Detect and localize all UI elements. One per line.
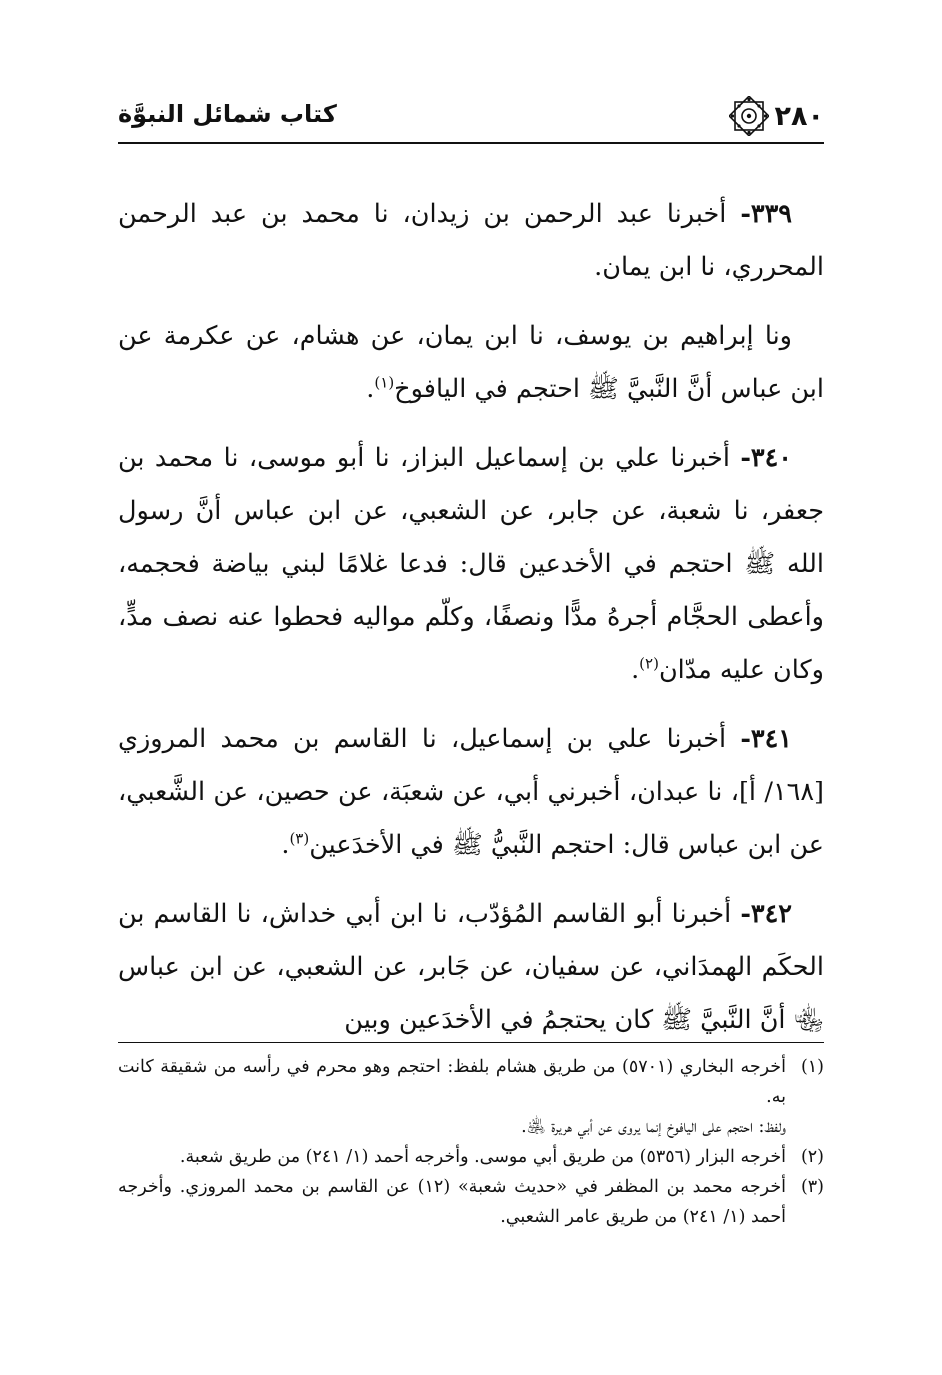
hadith-number: ٣٤٢- <box>740 899 792 929</box>
hadith-number: ٣٣٩- <box>740 199 792 229</box>
footnote-number: (١) <box>800 1057 824 1077</box>
hadith-text: أخبرنا أبو القاسم المُؤدّب، نا ابن أبي خداش، نا القاسم بن الحكَم الهمدَاني، عن سفيان، عن جَابر، عن الشعبي، عن ابن عباس ﵄ أنَّ النَّبيَّ ﷺ كان يحتجمُ في الأخدَعين وبين <box>118 899 824 1035</box>
page-number: ٢٨٠ <box>774 100 824 132</box>
footnote-number: (٢) <box>800 1147 824 1167</box>
hadith-number: ٣٤٠- <box>740 443 792 473</box>
footnote-line: أخرجه البزار (٥٣٥٦) من طريق أبي موسى. وأخرجه أحمد (١/ ٢٤١) من طريق شعبة. <box>179 1147 786 1167</box>
footnote-1 <box>118 1052 824 1142</box>
hadith-342 <box>118 888 824 1047</box>
footnote-line: أخرجه محمد بن المظفر في «حديث شعبة» (١٢) عن القاسم بن محمد المروزي. وأخرجه أحمد (١/ ٢٤١) من طريق عامر الشعبي. <box>118 1177 786 1227</box>
book-title: كتاب شمائل النبوَّة <box>118 100 337 128</box>
hadith-340 <box>118 432 824 697</box>
hadith-339 <box>118 188 824 294</box>
hadith-tail: . <box>366 374 375 404</box>
page-number-group <box>729 96 824 136</box>
footnotes <box>118 1052 824 1232</box>
footnote-2 <box>118 1142 824 1172</box>
footnote-body <box>118 1052 786 1142</box>
hadith-339-continuation <box>118 310 824 416</box>
hadith-text: أخبرنا عبد الرحمن بن زيدان، نا محمد بن عبد الرحمن المحرري، نا ابن يمان. <box>118 199 824 282</box>
footnote-ref-1[interactable]: (١) <box>374 373 395 392</box>
hadith-341 <box>118 713 824 872</box>
footnote-line: ولفظ: احتجم على اليافوخ إنما يروى عن أبي هريرة ﵁. <box>521 1117 786 1137</box>
hadith-tail: . <box>631 655 640 685</box>
hadith-tail: . <box>281 830 290 860</box>
footnote-ref-2[interactable]: (٢) <box>639 654 659 673</box>
hadith-text: ونا إبراهيم بن يوسف، نا ابن يمان، عن هشام، عن عكرمة عن ابن عباس أنَّ النَّبيَّ ﷺ احتجم في اليافوخ <box>118 321 824 404</box>
hadith-text: أخبرنا علي بن إسماعيل البزاز، نا أبو موسى، نا محمد بن جعفر، نا شعبة، عن جابر، عن الشعبي، عن ابن عباس أنَّ رسول الله ﷺ احتجم في الأخدعين قال: فدعا غلامًا لبني بياضة فحجمه، وأعطى الحجَّام أجرهُ مدًّا ونصفًا، وكلّم مواليه فحطوا عنه نصف مدٍّ، وكان عليه مدّان <box>118 443 824 685</box>
footnote-3 <box>118 1172 824 1232</box>
hadith-text: أخبرنا علي بن إسماعيل، نا القاسم بن محمد المروزي [١٦٨/ أ]، نا عبدان، أخبرني أبي، عن شعبَة، عن حصين، عن الشَّعبي، عن ابن عباس قال: احتجم النَّبيُّ ﷺ في الأخدَعين <box>118 724 824 860</box>
footnote-line: أخرجه البخاري (٥٧٠١) من طريق هشام بلفظ: احتجم وهو محرم في رأسه من شقيقة كانت به. <box>118 1057 786 1107</box>
octagon-star-ornament-icon <box>729 96 769 136</box>
page-header <box>118 92 824 144</box>
footnote-number: (٣) <box>800 1177 824 1197</box>
main-text <box>118 188 824 1063</box>
footnote-ref-3[interactable]: (٣) <box>289 829 310 848</box>
header-divider <box>118 142 824 144</box>
hadith-number: ٣٤١- <box>740 724 792 754</box>
footnote-body <box>118 1142 786 1172</box>
footnote-body <box>118 1172 786 1232</box>
footnote-divider <box>118 1042 824 1043</box>
